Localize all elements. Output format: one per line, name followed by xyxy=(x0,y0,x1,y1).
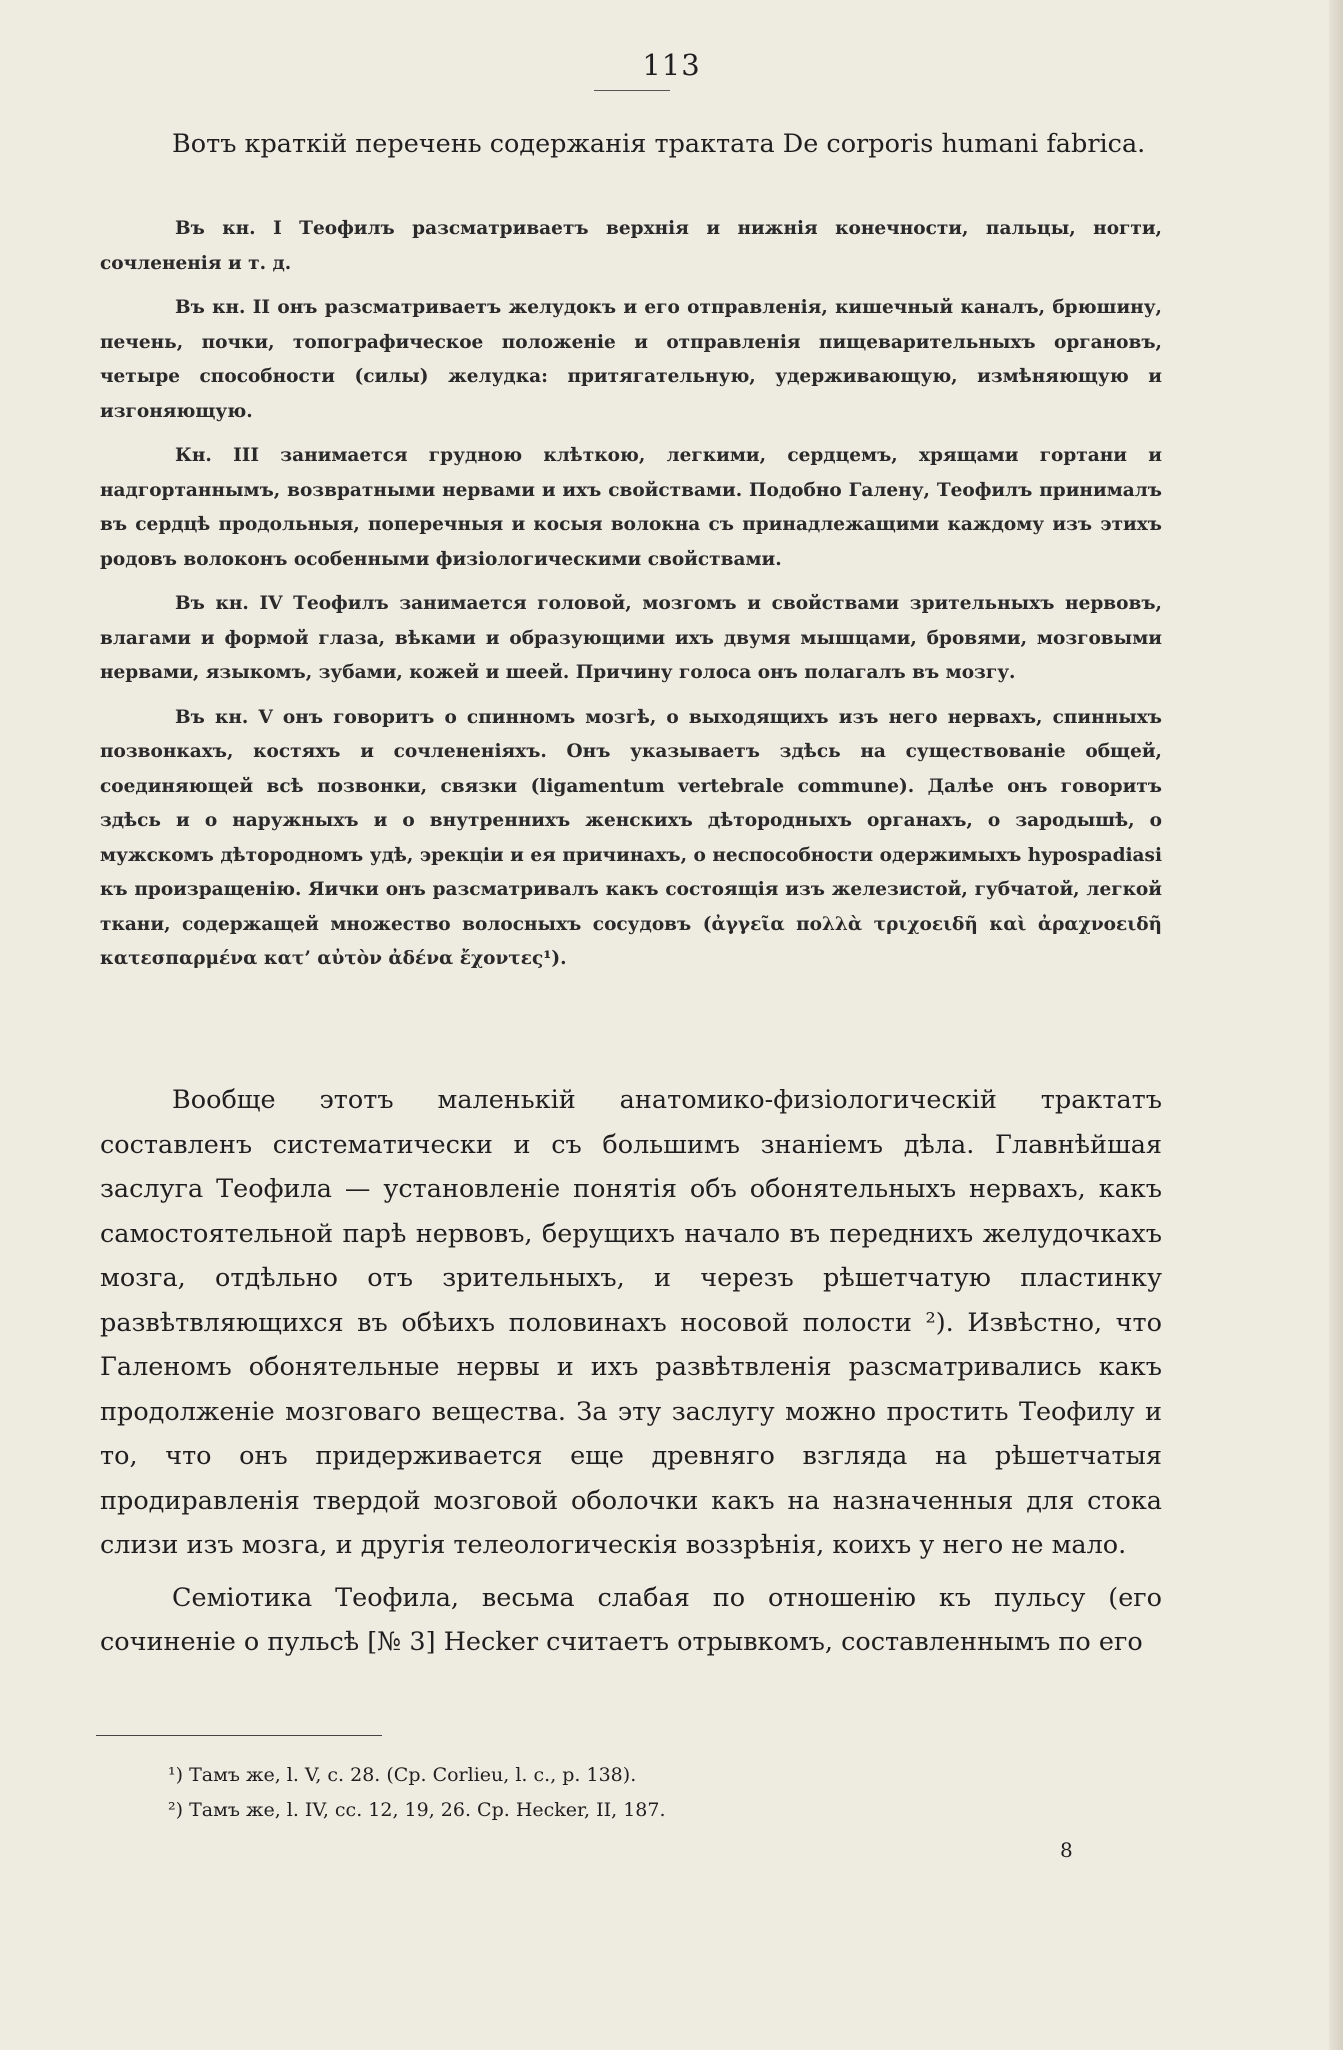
book-3-paragraph: Кн. III занимается грудною клѣткою, легкими, сердцемъ, хрящами гортани и надгортаннымъ, возвратными нервами и ихъ свойствами. Подобно Галену, Теофилъ принималъ въ сердцѣ продольныя, поперечныя и косыя волокна съ принадлежащими каждому изъ этихъ родовъ волоконъ особенными физіологическими свойствами. xyxy=(100,445,1162,570)
page-number-rule xyxy=(594,90,670,91)
book-5-paragraph: Въ кн. V онъ говоритъ о спинномъ мозгѣ, о выходящихъ изъ него нервахъ, спинныхъ позвонкахъ, костяхъ и сочлененіяхъ. Онъ указываетъ здѣсь на существованіе общей, соединяющей всѣ позвонки, связки (ligamentum vertebrale commune). Далѣе онъ говоритъ здѣсь и о наружныхъ и о внутреннихъ женскихъ дѣтородныхъ органахъ, о зародышѣ, о мужскомъ дѣтородномъ удѣ, эрекціи и ея причинахъ, о неспособности одержимыхъ hypospadiasi къ произращенію. Яички онъ разсматривалъ какъ состоящія изъ железистой, губчатой, легкой ткани, содержащей множество волосныхъ сосудовъ (ἀγγεῖα πολλὰ τριχοειδῆ καὶ ἀραχνοειδῆ κατεσπαρμένα κατ’ αὐτὸν ἀδένα ἔχοντες¹). xyxy=(100,706,1162,969)
book-4-paragraph: Въ кн. IV Теофилъ занимается головой, мозгомъ и свойствами зрительныхъ нервовъ, влагами и формой глаза, вѣками и образующими ихъ двумя мышцами, бровями, мозговыми нервами, языкомъ, зубами, кожей и шеей. Причину голоса онъ полагалъ въ мозгу. xyxy=(100,593,1162,683)
page-number: 113 xyxy=(642,48,701,82)
footnote-rule xyxy=(96,1735,382,1736)
summary-block xyxy=(100,212,1162,977)
main-text-block xyxy=(100,1078,1162,1665)
semiotics-paragraph: Семіотика Теофила, весьма слабая по отношенію къ пульсу (его сочиненіе о пульсѣ [№ 3] Hecker считаетъ отрывкомъ, составленнымъ по его xyxy=(100,1582,1162,1657)
page-edge xyxy=(1329,0,1343,2050)
intro-block xyxy=(100,122,1162,167)
footnote-2: ²) Тамъ же, l. IV, cc. 12, 19, 26. Cp. Hecker, II, 187. xyxy=(168,1799,666,1821)
book-1-paragraph: Въ кн. I Теофилъ разсматриваетъ верхнія и нижнія конечности, пальцы, ногти, сочлененія и т. д. xyxy=(100,218,1162,274)
conclusion-paragraph: Вообще этотъ маленькій анатомико-физіологическій трактатъ составленъ систематически и съ большимъ знаніемъ дѣла. Главнѣйшая заслуга Теофила — установленіе понятія объ обонятельныхъ нервахъ, какъ самостоятельной парѣ нервовъ, берущихъ начало въ переднихъ желудочкахъ мозга, отдѣльно отъ зрительныхъ, и черезъ рѣшетчатую пластинку развѣтвляющихся въ обѣихъ половинахъ носовой полости ²). Извѣстно, что Галеномъ обонятельные нервы и ихъ развѣтвленія разсматривались какъ продолженіе мозговаго вещества. За эту заслугу можно простить Теофилу и то, что онъ придерживается еще древняго взгляда на рѣшетчатыя продиравленія твердой мозговой оболочки какъ на назначенныя для стока слизи изъ мозга, и другія телеологическія воззрѣнія, коихъ у него не мало. xyxy=(100,1085,1162,1560)
book-2-paragraph: Въ кн. II онъ разсматриваетъ желудокъ и его отправленія, кишечный каналъ, брюшину, печень, почки, топографическое положеніе и отправленія пищеварительныхъ органовъ, четыре способности (силы) желудка: притягательную, удерживающую, измѣняющую и изгоняющую. xyxy=(100,297,1162,422)
intro-paragraph: Вотъ краткій перечень содержанія трактата De corporis humani fabrica. xyxy=(172,129,1146,159)
signature-mark: 8 xyxy=(1060,1838,1073,1862)
footnote-1: ¹) Тамъ же, l. V, c. 28. (Cp. Corlieu, l. c., p. 138). xyxy=(168,1764,637,1786)
